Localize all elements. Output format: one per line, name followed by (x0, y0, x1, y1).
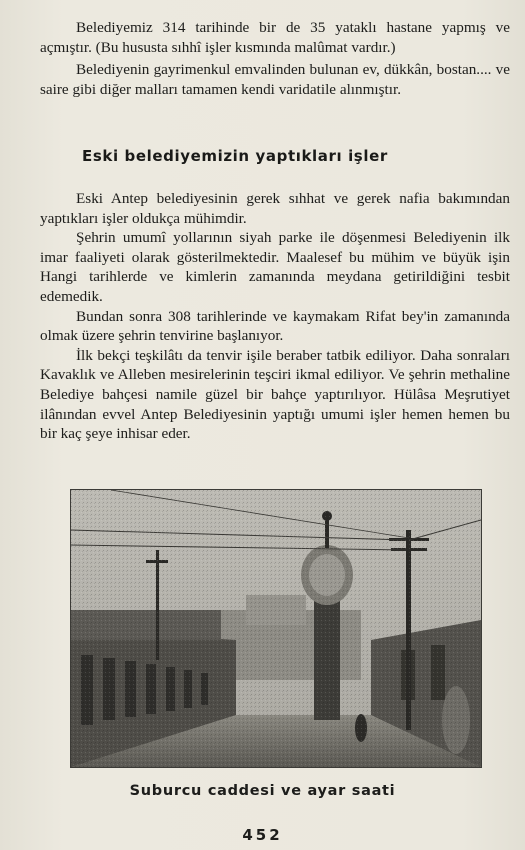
photo-caption: Suburcu caddesi ve ayar saati (129, 783, 396, 799)
intro-paragraph-2: Belediyenin gayrimenkul emvalinden bulunan ev, dükkân, bostan.... ve saire gibi diğer malları tamamen kendi varidatile alınmıştır. (40, 61, 510, 98)
section-heading: Eski belediyemizin yaptıkları işler (82, 147, 388, 165)
intro-text (40, 18, 510, 99)
section-paragraph-4: İlk bekçi teşkilâtı da tenvir işile beraber tatbik ediliyor. Daha sonraları Kavaklık ve Alleben mesirelerinin teşciri ikmal ediliyor. Ve şehrin methaline Belediye bahçesi namile güzel bir bahçe yaptırılıyor. Hülâsa Meşrutiyet ilânından evvel Antep Belediyesinin yaptığı umumi işler hemen hemen bu bir kaç şeye inhisar eder. (40, 346, 510, 443)
section-paragraph-3: Bundan sonra 308 tarihlerinde ve kaymakam Rifat bey'in zamanında olmak üzere şehrin tenvirine başlanıyor. (40, 307, 510, 345)
section-paragraph-2: Şehrin umumî yollarının siyah parke ile döşenmesi Belediyenin ilk imar faaliyeti olarak gösterilmektedir. Maalesef bu mühim ve büyük işin Hangi tarihlerde ve kimlerin zamanında meydana getirildiğini tesbit edemedik. (40, 229, 510, 305)
intro-paragraph-1: Belediyemiz 314 tarihinde bir de 35 yataklı hastane yapmış ve açmıştır. (Bu hususta sıhhî işler kısmında malûmat vardır.) (40, 19, 510, 56)
street-photo (70, 489, 482, 768)
page-number: 452 (242, 826, 283, 844)
section-body (40, 189, 510, 444)
section-paragraph-1: Eski Antep belediyesinin gerek sıhhat ve gerek nafia bakımından yaptıkları işler oldukça mühimdir. (40, 190, 510, 227)
